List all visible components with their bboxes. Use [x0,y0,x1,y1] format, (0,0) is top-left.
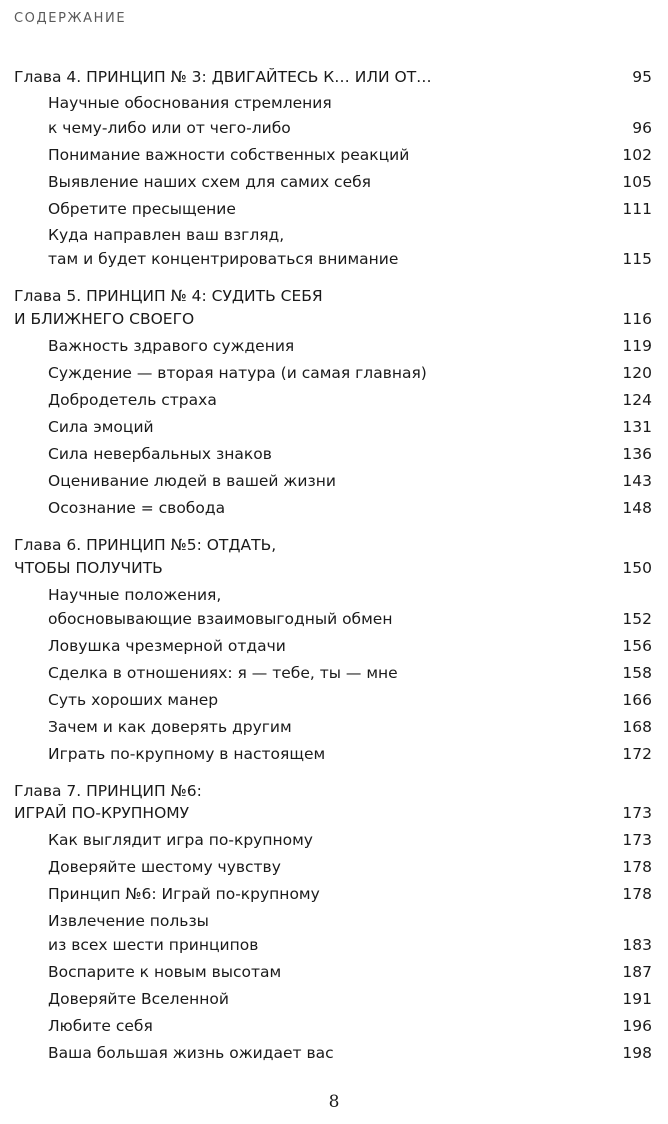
toc-entry-title: обосновывающие взаимовыгодный обмен [48,610,393,628]
toc-entry [0,987,668,1012]
toc-entry-title: Принцип №6: Играй по-крупному [48,885,320,903]
toc-entry-title: Сила невербальных знаков [48,445,272,463]
toc-entry-title: Суть хороших манер [48,691,219,709]
toc-entry [0,855,668,880]
toc-entry-title: И БЛИЖНЕГО СВОЕГО [14,310,195,328]
toc-entry-title: Понимание важности собственных реакций [48,146,410,164]
toc-entry-page: 158 [622,664,652,682]
toc-entry-page: 95 [632,68,652,86]
toc-entry [0,801,668,826]
toc-entry-title: Важность здравого суждения [48,337,295,355]
toc-entry [0,882,668,907]
toc-entry-page: 166 [622,691,652,709]
toc-entry [0,1014,668,1039]
toc-entry [0,556,668,581]
toc-entry-page: 172 [622,745,652,763]
toc-entry [0,247,668,272]
toc-entry-page: 178 [622,858,652,876]
toc-entry [0,583,668,608]
toc-entry [0,442,668,467]
toc-entry-page: 173 [622,804,652,822]
toc-entry [0,388,668,413]
toc-entry-page: 143 [622,472,652,490]
toc-entry-title: Глава 4. ПРИНЦИП № 3: ДВИГАЙТЕСЬ К… ИЛИ ОТ… [14,68,432,86]
toc-entry-page: 178 [622,885,652,903]
toc-entry [0,307,668,332]
toc-entry [0,634,668,659]
toc-entry-title: Научные положения, [48,586,222,604]
toc-entry-title: ИГРАЙ ПО-КРУПНОМУ [14,804,190,822]
toc-entry-page: 198 [622,1044,652,1062]
toc-entry-title: Зачем и как доверять другим [48,718,292,736]
toc-entry-page: 116 [622,310,652,328]
toc-entry-title: Сила эмоций [48,418,154,436]
toc-entry-title: ЧТОБЫ ПОЛУЧИТЬ [14,559,163,577]
toc-entry-title: Суждение — вторая натура (и самая главная) [48,364,427,382]
toc-entry-title: Доверяйте шестому чувству [48,858,281,876]
toc-entry-title: Глава 6. ПРИНЦИП №5: ОТДАТЬ, [14,536,277,554]
toc-entry [0,170,668,195]
toc-entry-page: 156 [622,637,652,655]
toc-entry [0,65,668,90]
toc-entry-title: Научные обоснования стремления [48,94,332,112]
toc-entry [0,661,668,686]
toc-entry-title: Ловушка чрезмерной отдачи [48,637,286,655]
toc-entry [0,334,668,359]
toc-entry-title: Любите себя [48,1017,153,1035]
toc-entry-title: Выявление наших схем для самих себя [48,173,371,191]
toc-entry-page: 191 [622,990,652,1008]
toc-entry [0,496,668,521]
toc-entry-title: к чему-либо или от чего-либо [48,119,291,137]
toc-entry-page: 152 [622,610,652,628]
toc-entry-page: 187 [622,963,652,981]
toc-entry [0,284,668,309]
toc-entry [0,533,668,558]
toc-entry-title: Глава 7. ПРИНЦИП №6: [14,782,202,800]
toc-entry [0,828,668,853]
toc-entry-page: 148 [622,499,652,517]
toc-entry [0,960,668,985]
toc-entry-title: Как выглядит игра по-крупному [48,831,313,849]
toc-entry-title: Осознание = свобода [48,499,226,517]
toc-entry-title: Ваша большая жизнь ожидает вас [48,1044,334,1062]
page-number: 8 [328,1092,340,1112]
toc-entry [0,933,668,958]
toc-entry-title: из всех шести принципов [48,936,259,954]
toc-entry-title: Обретите пресыщение [48,200,236,218]
toc-entry [0,688,668,713]
toc-entry [0,116,668,141]
toc-entry-page: 136 [622,445,652,463]
toc-entry-page: 168 [622,718,652,736]
toc-entry-page: 173 [622,831,652,849]
toc-entry-title: Играть по-крупному в настоящем [48,745,326,763]
toc-entry-page: 131 [622,418,652,436]
toc-entry-title: Извлечение пользы [48,912,209,930]
toc-entry-title: Сделка в отношениях: я — тебе, ты — мне [48,664,398,682]
running-title: СОДЕРЖАНИЕ [14,11,127,26]
toc-entry-page: 96 [632,119,652,137]
toc-entry [0,742,668,767]
toc-entry [0,197,668,222]
toc-entry [0,415,668,440]
toc-entry [0,361,668,386]
toc-entry [0,1041,668,1066]
toc-entry [0,715,668,740]
toc-entry-page: 105 [622,173,652,191]
toc-entry [0,223,668,248]
toc-entry-title: Оценивание людей в вашей жизни [48,472,336,490]
toc-entry-page: 183 [622,936,652,954]
toc-entry-page: 115 [622,250,652,268]
toc-entry-page: 150 [622,559,652,577]
toc-entry-title: Глава 5. ПРИНЦИП № 4: СУДИТЬ СЕБЯ [14,287,323,305]
toc-entry [0,607,668,632]
toc-entry-title: Куда направлен ваш взгляд, [48,226,285,244]
toc-entry-page: 120 [622,364,652,382]
toc-entry-title: там и будет концентрироваться внимание [48,250,399,268]
toc-entry-page: 196 [622,1017,652,1035]
toc-entry-page: 111 [622,200,652,218]
toc-entry [0,469,668,494]
toc-entry-page: 119 [622,337,652,355]
toc-entry-title: Воспарите к новым высотам [48,963,282,981]
toc-entry-title: Добродетель страха [48,391,217,409]
toc-entry-page: 102 [622,146,652,164]
toc-entry [0,143,668,168]
toc-entry [0,909,668,934]
toc-entry-title: Доверяйте Вселенной [48,990,229,1008]
toc-entry [0,91,668,116]
toc-entry-page: 124 [622,391,652,409]
